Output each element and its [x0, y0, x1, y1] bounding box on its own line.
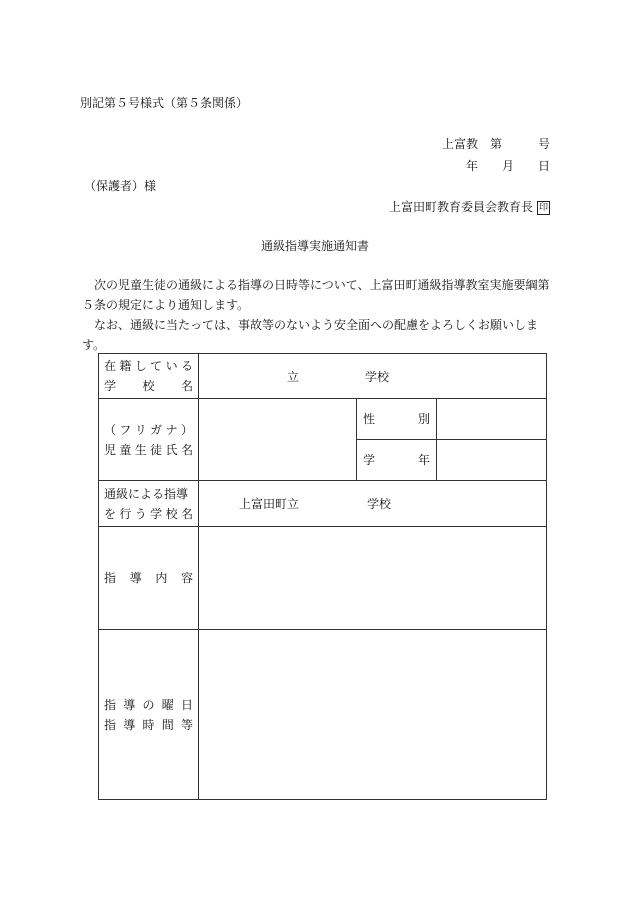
label-line: 児 童 生 徒 氏 名 — [104, 442, 193, 457]
body-paragraph-2: なお、通級に当たっては、事故等のないよう安全面への配慮をよろしくお願いします。 — [82, 318, 539, 352]
body-paragraph-1: 次の児童生徒の通級による指導の日時等について、上富田町通級指導教室実施要綱第５条の規定により通知します。 — [82, 278, 550, 312]
document-title: 通級指導実施通知書 — [260, 239, 369, 253]
label-line: （ フ リ ガ ナ ） — [104, 422, 193, 437]
guidance-content-value[interactable] — [199, 527, 547, 630]
row-guidance-schedule — [99, 630, 547, 800]
sex-label — [357, 399, 437, 440]
enrolled-school-label — [99, 354, 199, 399]
guidance-schedule-label — [99, 630, 199, 800]
label-line: を 行 う 学 校 名 — [104, 506, 193, 521]
row-guidance-school — [99, 481, 547, 527]
issuer-block — [389, 199, 550, 215]
guidance-content-label — [99, 527, 199, 630]
guidance-school-value[interactable] — [199, 481, 547, 527]
row-guidance-content — [99, 527, 547, 630]
label-line: 在 籍 し て い る — [104, 359, 193, 373]
form-label: 別記第５号様式（第５条関係） — [80, 96, 249, 110]
label-line: 学 校 名 — [104, 379, 193, 393]
student-name-label — [99, 399, 199, 481]
document-number: 上富教 第 号 — [441, 137, 550, 151]
sex-value[interactable] — [437, 399, 547, 440]
notification-table — [98, 353, 547, 800]
body-text — [82, 275, 550, 355]
label-line: 通級による指導 — [104, 486, 189, 501]
label-line: 指 導 内 容 — [104, 571, 193, 585]
label-line: 指 導 の 曜 日 — [104, 697, 193, 712]
town-school-text: 上富田町立 — [239, 497, 300, 511]
document-date: 年 月 日 — [465, 159, 550, 173]
grade-label — [357, 440, 437, 481]
label-line: 指 導 時 間 等 — [104, 717, 193, 732]
seal-mark: 印 — [538, 202, 548, 213]
label-line: 学 年 — [363, 453, 430, 467]
recipient: （保護者）様 — [84, 179, 157, 193]
row-enrolled-school — [99, 354, 547, 399]
school-suffix-text: 学校 — [367, 497, 392, 511]
label-line: 性 別 — [363, 412, 430, 426]
school-type-text: 立 — [287, 369, 300, 384]
grade-value[interactable] — [437, 440, 547, 481]
guidance-school-label — [99, 481, 199, 527]
guidance-schedule-value[interactable] — [199, 630, 547, 800]
enrolled-school-value[interactable] — [199, 354, 547, 399]
row-student-name-1 — [99, 399, 547, 440]
student-name-value[interactable] — [199, 399, 357, 481]
issuer-name: 上富田町教育委員会教育長 — [388, 200, 533, 214]
school-suffix-text: 学校 — [365, 369, 390, 384]
